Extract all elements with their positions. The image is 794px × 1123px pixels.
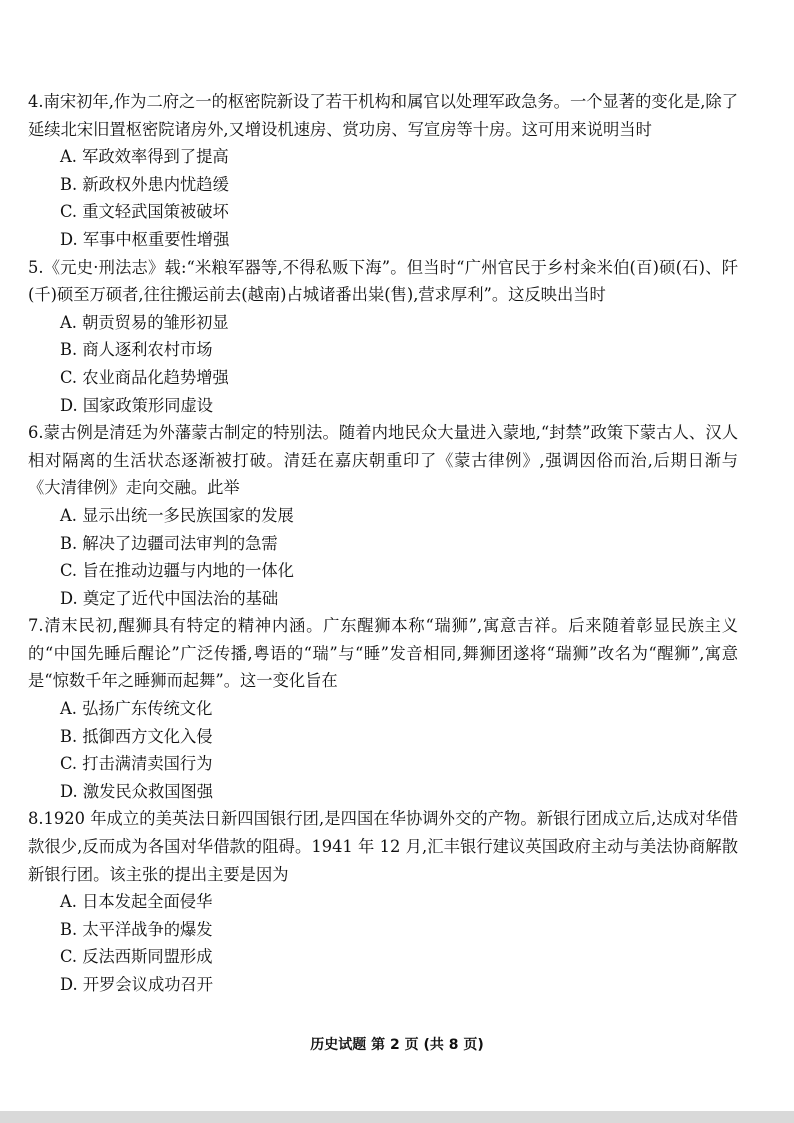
question-5 bbox=[28, 254, 738, 420]
option-c: C. 打击满清卖国行为 bbox=[60, 754, 213, 774]
option-d: D. 国家政策形同虚设 bbox=[60, 395, 214, 415]
option-a: A. 弘扬广东传统文化 bbox=[60, 699, 213, 719]
question-stem: 蒙古例是清廷为外藩蒙古制定的特别法。随着内地民众大量进入蒙地,“封禁”政策下蒙古人、汉人相对隔离的生活状态逐渐被打破。清廷在嘉庆朝重印了《蒙古律例》,强调因俗而治,后期日渐与《大清律例》走向交融。此举 bbox=[28, 423, 738, 498]
question-stem: 1920 年成立的美英法日新四国银行团,是四国在华协调外交的产物。新银行团成立后,达成对华借款很少,反而成为各国对华借款的阻碍。1941 年 12 月,汇丰银行建议英国政府主动与美法协商解散新银行团。该主张的提出主要是因为 bbox=[28, 809, 738, 884]
page-footer: 历史试题 第 2 页 (共 8 页) bbox=[310, 1037, 484, 1053]
option-b: B. 抵御西方文化入侵 bbox=[60, 726, 213, 746]
option-d: D. 开罗会议成功召开 bbox=[60, 975, 214, 994]
option-a: A. 军政效率得到了提高 bbox=[60, 147, 229, 167]
question-number: 6. bbox=[28, 423, 44, 443]
question-4 bbox=[28, 88, 738, 254]
question-number: 5. bbox=[28, 257, 44, 277]
question-stem: 南宋初年,作为二府之一的枢密院新设了若干机构和属官以处理军政急务。一个显著的变化是,除了延续北宋旧置枢密院诸房外,又增设机速房、赏功房、写宣房等十房。这可用来说明当时 bbox=[28, 92, 738, 139]
question-list bbox=[28, 88, 738, 999]
option-b: B. 新政权外患内忧趋缓 bbox=[60, 174, 229, 194]
option-c: C. 反法西斯同盟形成 bbox=[60, 947, 213, 967]
scan-edge-divider bbox=[0, 1111, 794, 1123]
option-d: D. 军事中枢重要性增强 bbox=[60, 229, 230, 249]
option-a: A. 日本发起全面侵华 bbox=[60, 892, 213, 912]
question-number: 4. bbox=[28, 92, 44, 111]
option-d: D. 奠定了近代中国法治的基础 bbox=[60, 588, 279, 608]
question-stem: 清末民初,醒狮具有特定的精神内涵。广东醒狮本称“瑞狮”,寓意吉祥。后来随着彰显民族主义的“中国先睡后醒论”广泛传播,粤语的“瑞”与“睡”发音相同,舞狮团遂将“瑞狮”改名为“醒狮”,寓意是“惊数千年之睡狮而起舞”。这一变化旨在 bbox=[28, 616, 738, 691]
option-b: B. 商人逐利农村市场 bbox=[60, 340, 213, 360]
question-stem: 《元史·刑法志》载:“米粮军器等,不得私贩下海”。但当时“广州官民于乡村籴米伯(百)硕(石)、阡(千)硕至万硕者,往往搬运前去(越南)占城诸番出粜(售),营求厚利”。这反映出当时 bbox=[28, 257, 738, 305]
option-a: A. 朝贡贸易的雏形初显 bbox=[60, 312, 229, 332]
option-c: C. 农业商品化趋势增强 bbox=[60, 367, 229, 387]
question-7 bbox=[28, 612, 738, 805]
question-number: 8. bbox=[28, 809, 44, 829]
question-6 bbox=[28, 419, 738, 612]
option-a: A. 显示出统一多民族国家的发展 bbox=[60, 505, 294, 525]
option-b: B. 太平洋战争的爆发 bbox=[60, 919, 213, 939]
question-8 bbox=[28, 805, 738, 998]
option-c: C. 旨在推动边疆与内地的一体化 bbox=[60, 561, 294, 581]
option-c: C. 重文轻武国策被破坏 bbox=[60, 202, 229, 222]
question-number: 7. bbox=[28, 616, 44, 636]
option-b: B. 解决了边疆司法审判的急需 bbox=[60, 533, 278, 553]
option-d: D. 激发民众救国图强 bbox=[60, 781, 214, 801]
